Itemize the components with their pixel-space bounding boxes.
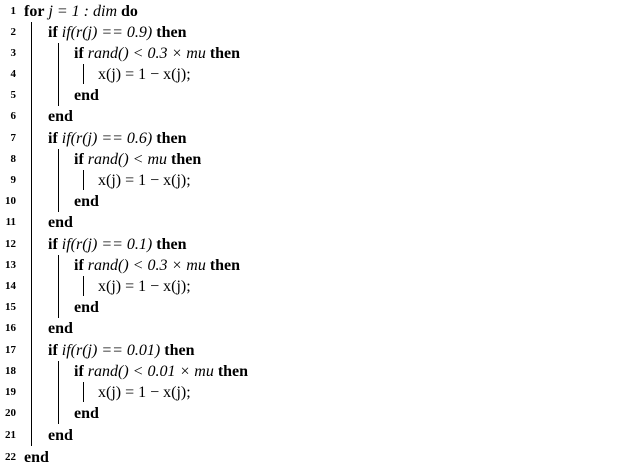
keyword-then: then	[156, 24, 187, 41]
line-number: 12	[5, 238, 16, 250]
keyword-if: if	[48, 130, 58, 147]
line-number: 22	[5, 451, 16, 463]
keyword-end: end	[24, 449, 49, 466]
statement: x(j) = 1 − x(j);	[98, 384, 191, 401]
line-number: 17	[5, 344, 16, 356]
keyword-then: then	[209, 45, 241, 62]
keyword-then: then	[156, 236, 187, 253]
keyword-if: if	[74, 45, 84, 62]
line-number: 2	[10, 26, 16, 38]
line-number: 4	[10, 68, 16, 80]
inner-condition: rand() < 0.3 × mu	[87, 257, 206, 274]
keyword-end: end	[48, 214, 73, 231]
keyword-if: if	[48, 342, 58, 359]
scope-bar-if-1	[58, 43, 59, 106]
condition: if(r(j) == 0.9)	[61, 24, 153, 41]
keyword-end: end	[74, 87, 99, 104]
keyword-then: then	[156, 130, 187, 147]
scope-bar-if-2	[58, 149, 59, 212]
condition: if(r(j) == 0.6)	[61, 130, 153, 147]
scope-bar-inner-if-2	[83, 170, 84, 190]
keyword-end: end	[48, 108, 73, 125]
inner-condition: rand() < 0.3 × mu	[87, 45, 206, 62]
keyword-if: if	[74, 363, 84, 380]
scope-bar-inner-if-4	[83, 382, 84, 402]
scope-bar-for	[31, 22, 32, 446]
keyword-if: if	[48, 24, 58, 41]
keyword-then: then	[171, 151, 202, 168]
scope-bar-inner-if-1	[83, 64, 84, 84]
line-number: 20	[5, 407, 16, 419]
keyword-if: if	[74, 257, 84, 274]
keyword-if: if	[74, 151, 84, 168]
keyword-end: end	[48, 427, 73, 444]
line-number: 1	[10, 5, 16, 17]
keyword-end: end	[74, 299, 99, 316]
keyword-then: then	[209, 257, 241, 274]
line-number: 8	[10, 153, 16, 165]
condition: if(r(j) == 0.01)	[61, 342, 161, 359]
keyword-end: end	[74, 193, 99, 210]
line-number: 11	[5, 216, 16, 228]
keyword-end: end	[74, 405, 99, 422]
keyword-if: if	[48, 236, 58, 253]
line-number: 3	[10, 47, 16, 59]
line-number: 18	[5, 365, 16, 377]
keyword-end: end	[48, 320, 73, 337]
statement: x(j) = 1 − x(j);	[98, 172, 191, 189]
keyword-then: then	[164, 342, 195, 359]
line-number: 21	[5, 429, 16, 441]
line-number: 14	[5, 280, 16, 292]
line-number: 19	[5, 386, 16, 398]
keyword-for: for	[24, 3, 45, 20]
keyword-then: then	[217, 363, 249, 380]
loop-range: j = 1 : dim	[48, 3, 118, 20]
scope-bar-inner-if-3	[83, 276, 84, 296]
line-number: 9	[10, 174, 16, 186]
line-number: 5	[10, 89, 16, 101]
statement: x(j) = 1 − x(j);	[98, 66, 191, 83]
line-number: 6	[10, 110, 16, 122]
scope-bar-if-4	[58, 361, 59, 424]
scope-bar-if-3	[58, 255, 59, 318]
line-number: 7	[10, 132, 16, 144]
statement: x(j) = 1 − x(j);	[98, 278, 191, 295]
condition: if(r(j) == 0.1)	[61, 236, 153, 253]
inner-condition: rand() < mu	[87, 151, 168, 168]
line-number: 13	[5, 259, 16, 271]
inner-condition: rand() < 0.01 × mu	[87, 363, 214, 380]
line-number: 16	[5, 322, 16, 334]
keyword-do: do	[121, 3, 138, 20]
line-number: 10	[5, 195, 16, 207]
line-number: 15	[5, 301, 16, 313]
